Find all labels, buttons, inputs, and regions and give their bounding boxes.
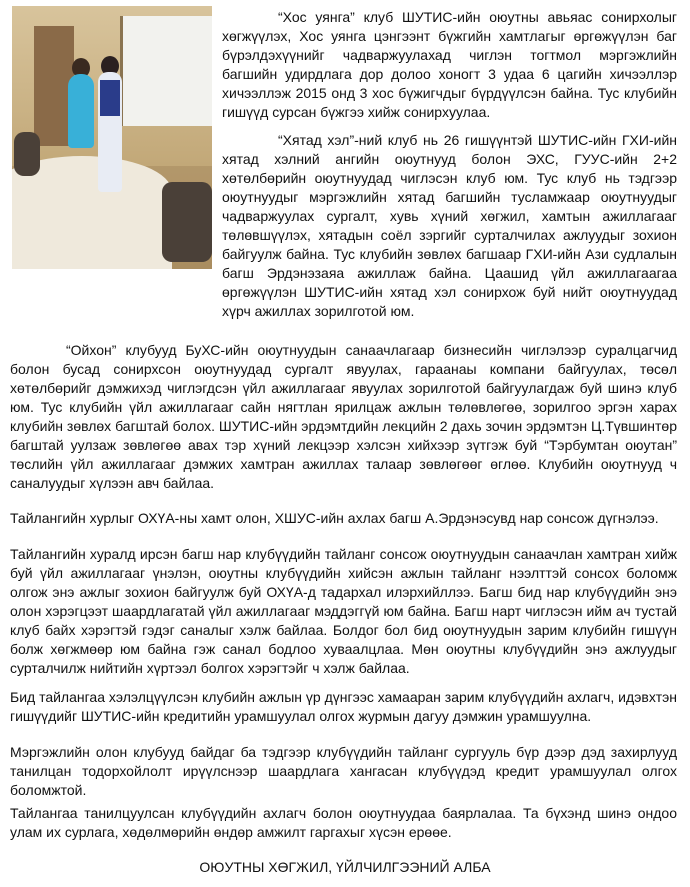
paragraph-hos-uyanga: “Хос уянга” клуб ШУТИС-ийн оюутны авьяас сонирхолыг хөгжүүлэх, Хос уянга цэнгээнт бүжгийн хамтлагыг өргөжүүлэн баг бүрэлдэхүүнийг чадваржуулахад чиглэн тогтмол мэргэжлийн багшийн удирдлага дор долоо хоногт 3 удаа 6 цагийн хичээллэр хичээллэж 2015 онд 3 хос бүжигчдыг бүрдүүлсэн байна. Тус клубийн гишүүд сурсан бүжгээ хийж сонирхуулаа.	[222, 9, 677, 120]
paragraph-professional-clubs: Мэргэжлийн олон клубууд байдаг ба тэдгээр клубүүдийн тайланг сургууль бүр дээр дэд захирлууд танилцан тодорхойлолт ирүүлснээр шаардлага хангасан клубүүдэд кредит урамшуулал олгох боломжтой.	[10, 744, 677, 798]
paragraph-thanks: Тайлангаа танилцуулсан клубүүдийн ахлагч болон оюутнуудаа баярлалаа. Та бүхэнд шинэ ондоо улам их сурлага, хөдөлмөрийн өндөр амжилт гаргахыг хүсэн ерөөе.	[10, 805, 677, 840]
paragraph-teachers-feedback: Тайлангийн хуралд ирсэн багш нар клубүүдийн тайланг сонсож оюутнуудын санаачлан хамтран хийж буй үйл ажиллагааг үнэлэн, оюутны клубүүдийн хийсэн ажлын тайланг нээлттэй сонсох боломж олгож энэ ажлыг зохион байгуулж буй ОХҮА-д тадархал илэрхийллээ. Багш бид нар клубүүдийн энэ олон хэрэгцээт шаардлагатай үйл ажиллагааг мэддэггүй юм байна. Багш нарт чиглэсэн ийм ач тустай клуб байх хэрэгтэй гэдэг саналыг хэлж байлаа. Болдог бол бид оюутнуудын зарим клубийн гишүүн болж хөгжмөөр юм байна гэж санал бодлоо хуваалцлаа. Мөн оюутны клубүүдийн энэ ажлуудыг сурталчилж нийтийн хүртээл болгох хэрэгтэйг ч хэлж байлаа.	[10, 546, 677, 676]
paragraph-report-meeting: Тайлангийн хурлыг ОХҮА-ны хамт олон, ХШУС-ийн ахлах багш А.Эрдэнэсувд нар сонсож дүгнэлээ.	[10, 510, 659, 526]
event-photo	[12, 6, 212, 269]
paragraph-oikhon-club: “Ойхон” клубууд БуХС-ийн оюутнуудын санаачлагаар бизнесийн чиглэлээр суралцагчид болон бусад сонирхсон оюутнуудад сургалт явуулах, гараанаы компани байгуулах, төсөл хөтөлбөрийг дэмжихэд чиглэгдсэн үйл ажиллагааг явуулах зорилготой байгуулагдаж буй шинэ клуб юм. Тус клубийн үйл ажиллагааг сайн нягтлан ярилцаж ажлын төлөвлөгөө, зорилгоо эргэн харах клубийн зөвлөх багштай болох. ШУТИС-ийн эрдэмтдийн лекцийн 2 дахь зочин эрдэмтэн Ц.Түвшинтөр багштай уулзаж зөвлөгөө авах тэр хүний лекцээр хэлсэн хийхээр зүтгэж буй “Тэрбумтан оюутан” төслийн үйл ажиллагааг дэмжих хамтран ажиллах талаар зөвлөгөөг өглөө. Клубийн оюутнууд ч саналуудыг хүлээн авч байлаа.	[10, 342, 677, 491]
office-signature: ОЮУТНЫ ХӨГЖИЛ, ҮЙЛЧИЛГЭЭНИЙ АЛБА	[199, 859, 491, 875]
paragraph-chinese-club: “Хятад хэл”-ний клуб нь 26 гишүүнтэй ШУТИС-ийн ГХИ-ийн хятад хэлний ангийн оюутнууд болон ЭХС, ГУУС-ийн 2+2 хөтөлбөрийн оюутнуудад чиглэсэн клуб юм. Тус клуб нь тэдгээр оюутнуудыг мэргэжлийн хятад багшийн тусламжаар оюутнуудыг чадваржуулах сургалт, хувь хүний хөгжил, хамтын ажиллагааг төлөвшүүлэх, хятадын соёл зэргийг сурталчилах ажлуудыг зохион байгуулж байна. Тус клубийн зөвлөх багшаар ГХИ-ийн Ази судлалын багш Эрдэнэзаяа ажиллаж байна. Цаашид үйл ажиллагаагаа өргөжүүлэн ШУТИС-ийн хятад хэл сонирхож буй нийт оюутнуудад хүрч ажиллах зорилготой юм.	[222, 132, 677, 319]
paragraph-credit-reward: Бид тайлангаа хэлэлцүүлсэн клубийн ажлын үр дүнгээс хамааран зарим клубүүдийн ахлагч, идэвхтэн гишүүдийг ШУТИС-ийн кредитийн урамшуулал олгох журмын дагуу дэмжин урамшуулна.	[10, 689, 677, 724]
